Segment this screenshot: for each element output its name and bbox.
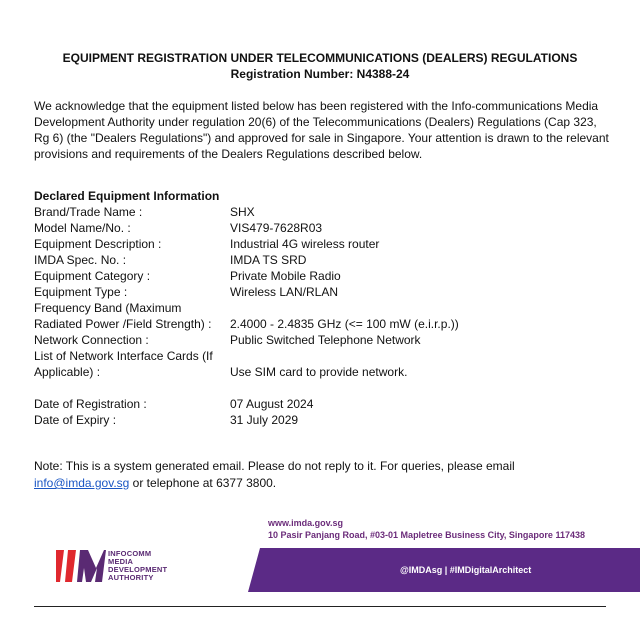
info-value: Use SIM card to provide network.	[230, 365, 408, 379]
info-label: Equipment Category :	[34, 269, 151, 283]
info-value: Private Mobile Radio	[230, 269, 341, 283]
intro-paragraph: We acknowledge that the equipment listed below has been registered with the Info-communications Media Development Authority under regulation 20(6) of the Telecommunications (Dealers) Regulations (Cap 323, Rg 6) (the "Dealers Regulations") and approved for sale in Singapore. Your attention is drawn to the relevant provisions and requirements of the Dealers Regulations described below.	[34, 99, 609, 161]
date-row	[34, 396, 594, 412]
footer-address: 10 Pasir Panjang Road, #03-01 Mapletree Business City, Singapore 117438	[268, 530, 585, 540]
info-label: List of Network Interface Cards (If Applicable) :	[34, 349, 213, 379]
info-label: Model Name/No. :	[34, 221, 131, 235]
date-value: 31 July 2029	[230, 413, 299, 427]
info-value: Wireless LAN/RLAN	[230, 285, 339, 299]
document-heading	[0, 50, 640, 82]
info-label: Frequency Band (Maximum Radiated Power /Field Strength) :	[34, 301, 212, 331]
info-value: IMDA TS SRD	[230, 253, 307, 267]
logo-line: AUTHORITY	[108, 573, 154, 582]
section-title: Declared Equipment Information	[34, 189, 220, 203]
info-label: Brand/Trade Name :	[34, 205, 143, 219]
footer-address-block	[268, 517, 585, 541]
info-label: Equipment Type :	[34, 285, 128, 299]
date-row	[34, 412, 594, 428]
info-row	[34, 348, 594, 380]
info-value: SHX	[230, 205, 255, 219]
logo-line: INFOCOMM	[108, 549, 152, 558]
info-value: Public Switched Telephone Network	[230, 333, 421, 347]
equipment-info	[34, 188, 594, 428]
info-row	[34, 204, 594, 220]
logo-line: DEVELOPMENT	[108, 565, 168, 574]
note-text: Note: This is a system generated email. Please do not reply to it. For queries, please email	[34, 459, 515, 473]
info-label: Network Connection :	[34, 333, 149, 347]
footer-social: @IMDAsg | #IMDigitalArchitect	[400, 565, 532, 575]
logo-line: MEDIA	[108, 557, 134, 566]
info-value: VIS479-7628R03	[230, 221, 323, 235]
info-row	[34, 268, 594, 284]
info-row	[34, 284, 594, 300]
info-row	[34, 236, 594, 252]
info-row	[34, 300, 594, 332]
info-row	[34, 332, 594, 348]
info-label: IMDA Spec. No. :	[34, 253, 127, 267]
email-link[interactable]: info@imda.gov.sg	[34, 476, 130, 490]
note-suffix: or telephone at 6377 3800.	[129, 476, 277, 490]
info-value: 2.4000 - 2.4835 GHz (<= 100 mW (e.i.r.p.))	[230, 317, 459, 331]
info-row	[34, 220, 594, 236]
heading-title: EQUIPMENT REGISTRATION UNDER TELECOMMUNICATIONS (DEALERS) REGULATIONS	[62, 51, 578, 65]
info-label: Equipment Description :	[34, 237, 162, 251]
date-label: Date of Registration :	[34, 397, 147, 411]
date-value: 07 August 2024	[230, 397, 314, 411]
footer-divider	[34, 606, 606, 607]
info-value: Industrial 4G wireless router	[230, 237, 380, 251]
logo-wordmark	[108, 550, 167, 582]
registration-number: Registration Number: N4388-24	[230, 67, 410, 81]
note-paragraph	[34, 458, 610, 492]
date-label: Date of Expiry :	[34, 413, 117, 427]
footer-website: www.imda.gov.sg	[268, 518, 344, 528]
info-row	[34, 252, 594, 268]
